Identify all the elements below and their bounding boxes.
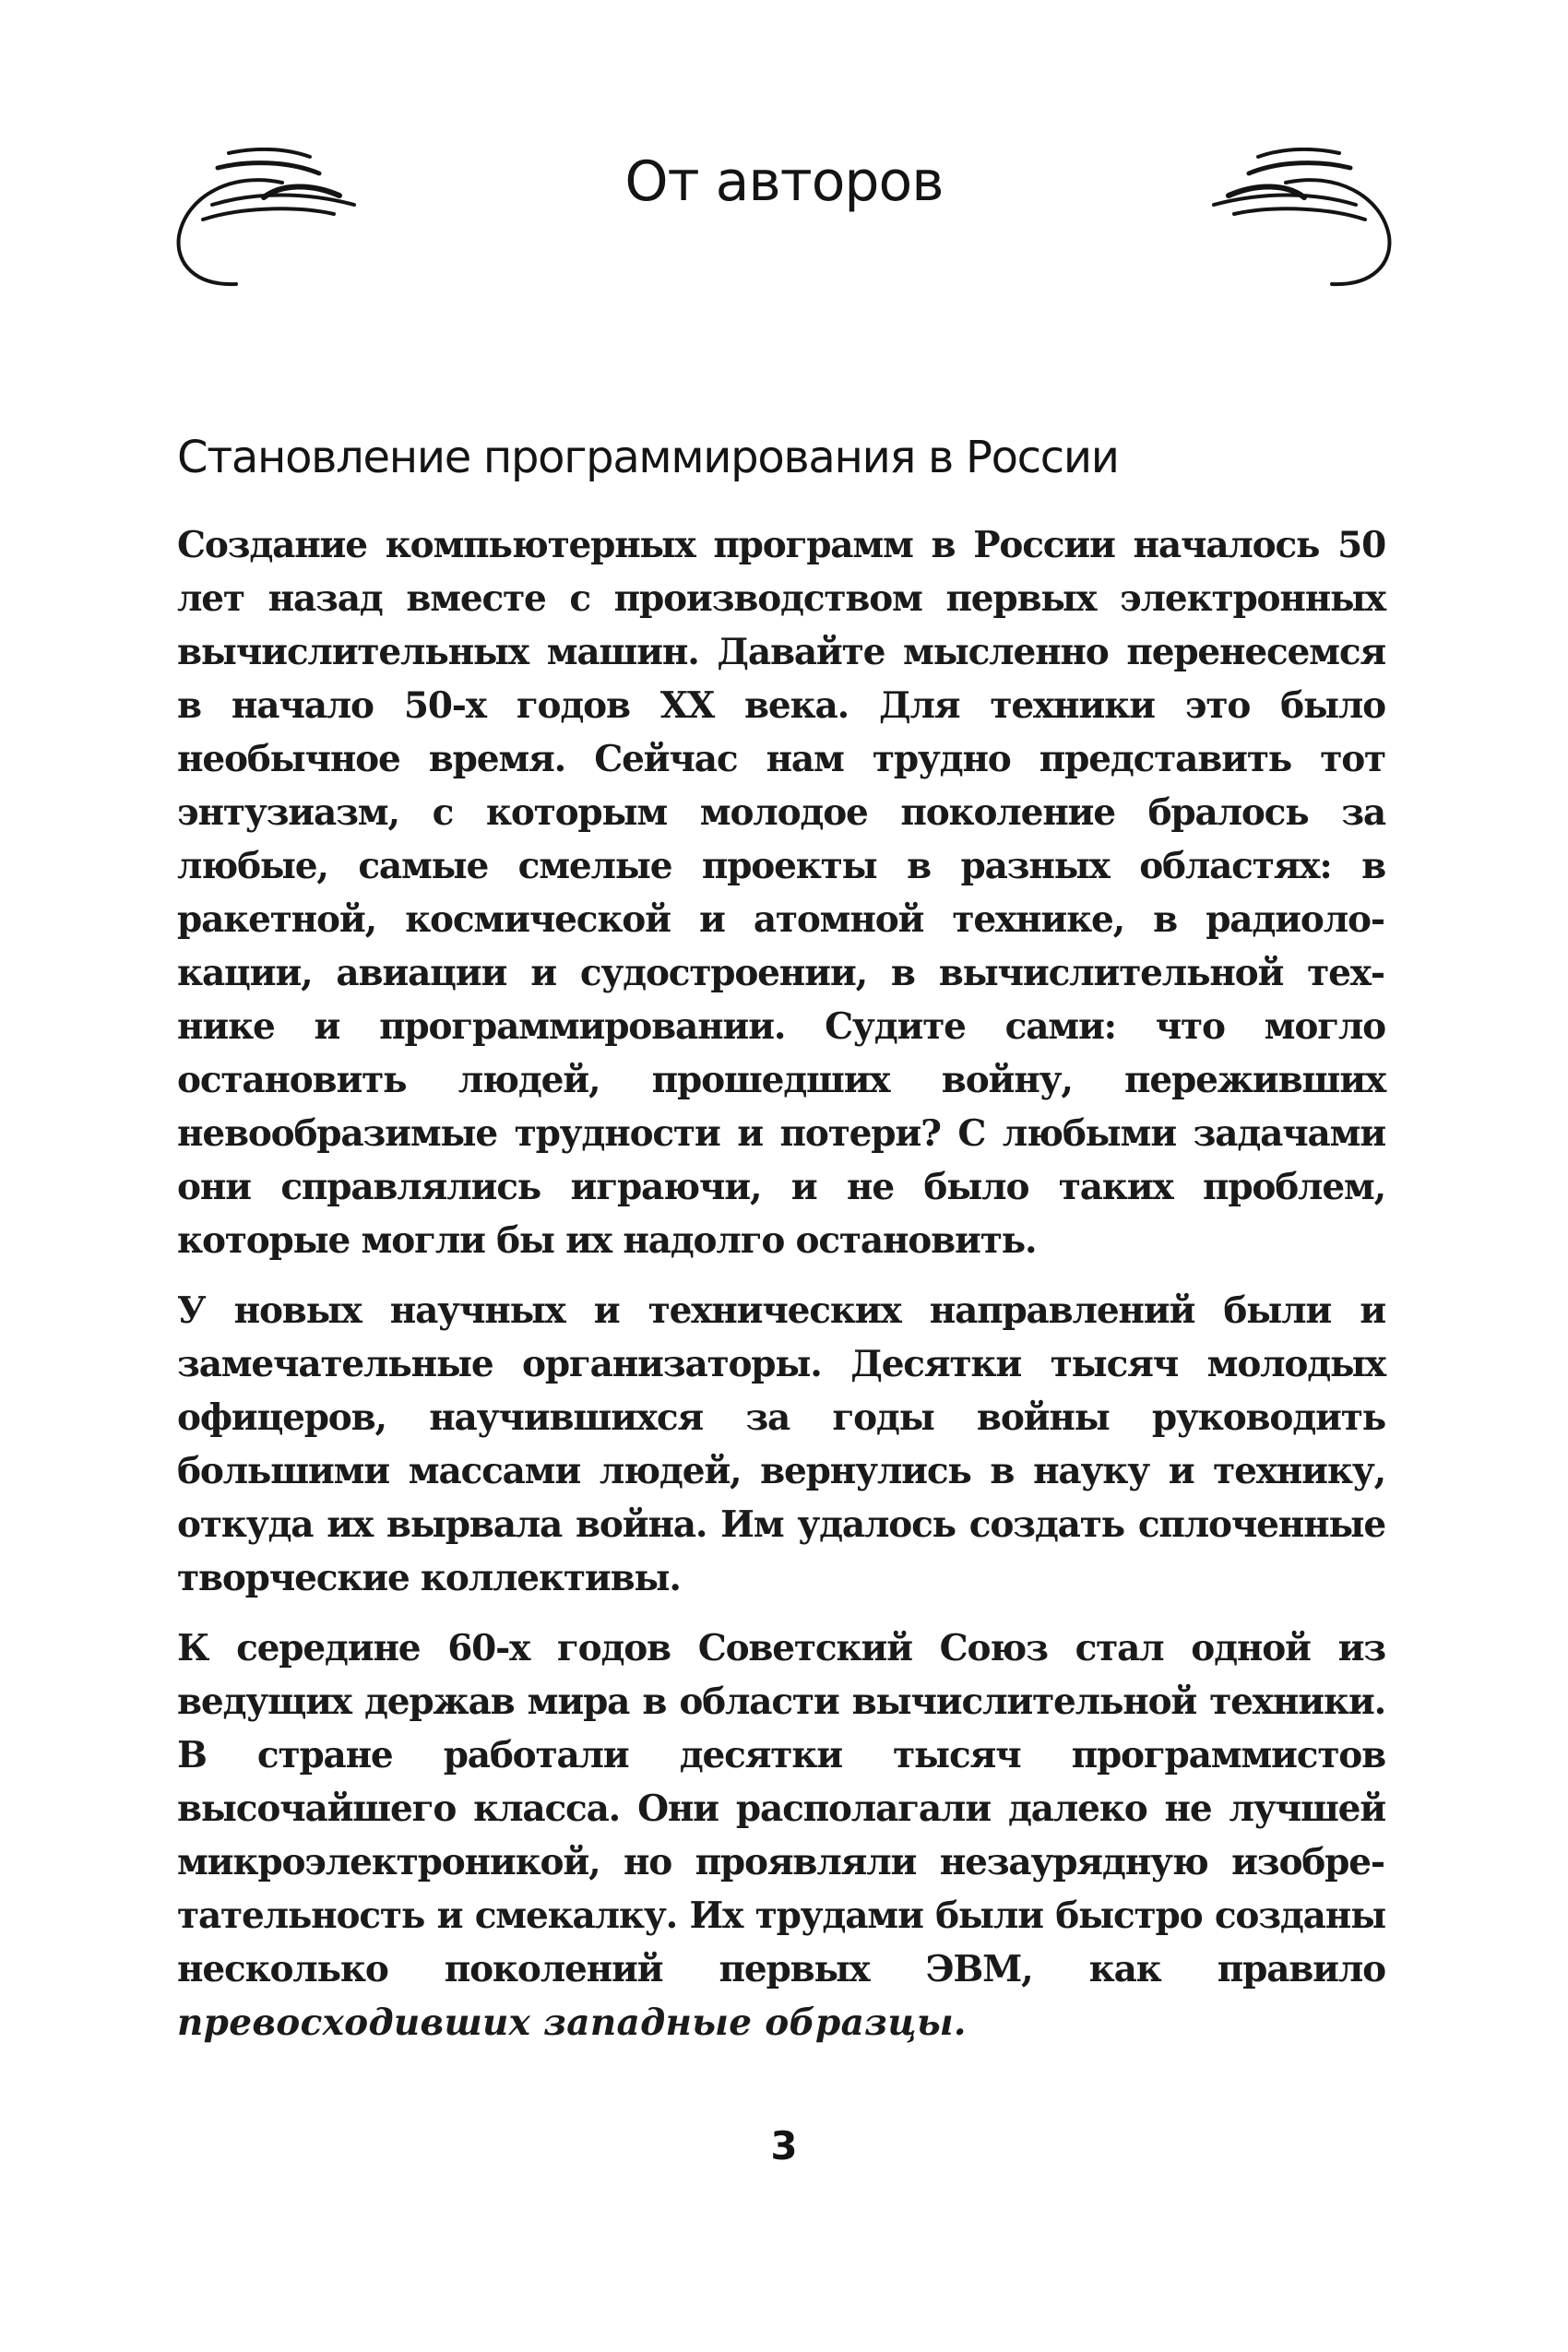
paragraph-3	[177, 1621, 1385, 2049]
paragraph-3-text: К середине 60-х годов Советский Союз стал одной из ведущих держав мира в области вычислительной техники. В стране работали десятки тысяч программистов высочайшего класса. Они располагали далеко не лучшей микроэлектроникой, но проявляли незаурядную изобретательность и смекалку. Их трудами были быстро созданы несколько поколений первых ЭВМ, как правило	[177, 1627, 1385, 1990]
body-text	[177, 518, 1385, 2066]
emphasis-text: превосходивших западные образцы.	[177, 2002, 967, 2044]
page-header	[0, 111, 1568, 304]
paragraph-2: У новых научных и технических направлений были и замечательные организаторы. Десятки тысяч молодых офицеров, научившихся за годы войны руководить большими массами людей, вернулись в науку и технику, откуда их вырвала война. Им удалось создать сплоченные творческие коллективы.	[177, 1289, 1385, 1599]
chapter-title: От авторов	[624, 149, 944, 214]
page-number: 3	[770, 2123, 798, 2168]
paragraph-1: Создание компьютерных программ в России началось 50 лет назад вместе с производством первых электронных вычислительных машин. Давайте мысленно перенесемся в начало 50-х годов XX века. Для техники это было необычное время. Сейчас нам трудно представить тот энтузиазм, с которым молодое поколение бралось за любые, самые смелые проекты в разных областях: в ракетной, космической и атомной технике, в радиолокации, авиации и судостроении, в вычислительной технике и программировании. Судите сами: что могло остановить людей, прошедших войну, переживших невообразимые трудности и потери? С любыми задачами они справлялись играючи, и не было таких проблем, которые могли бы их надолго остановить.	[177, 524, 1385, 1262]
swash-ornament-icon	[1203, 148, 1396, 295]
section-heading: Становление программирования в России	[177, 432, 1119, 483]
